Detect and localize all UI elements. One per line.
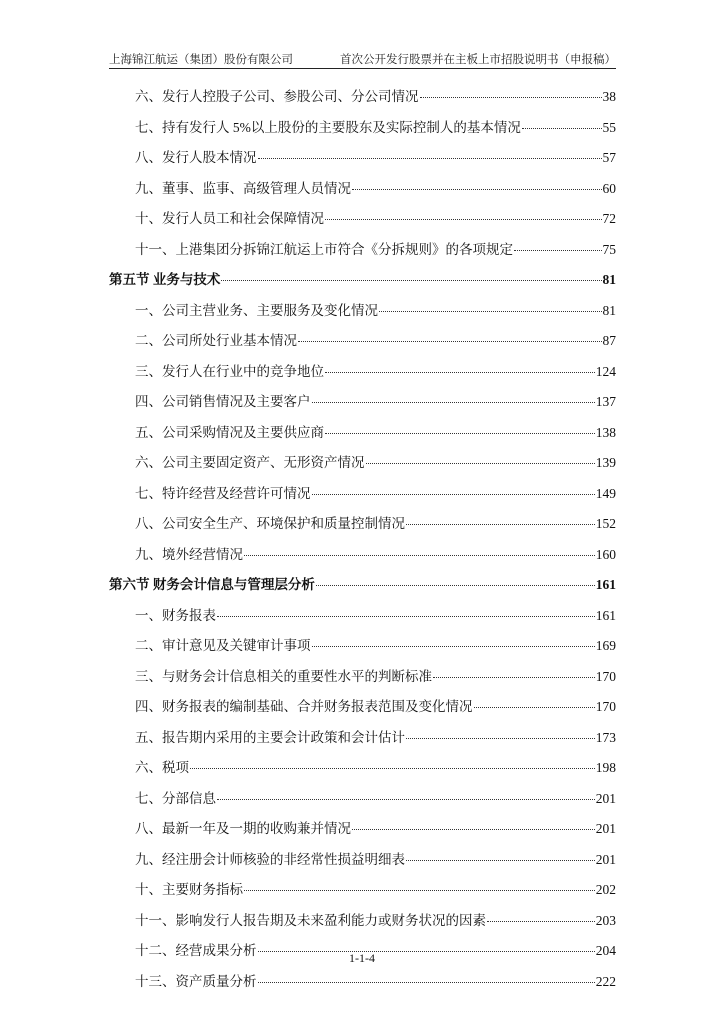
toc-entry[interactable] [109, 601, 616, 632]
toc-dot-leader [366, 463, 595, 464]
toc-entry-page: 60 [602, 180, 616, 196]
toc-dot-leader [221, 280, 601, 281]
toc-entry-page: 75 [602, 241, 616, 257]
toc-entry[interactable] [109, 540, 616, 571]
toc-dot-leader [312, 494, 595, 495]
toc-entry[interactable] [109, 967, 616, 998]
toc-entry-title: 四、财务报表的编制基础、合并财务报表范围及变化情况 [135, 699, 473, 714]
page-number: 1-1-4 [349, 951, 375, 965]
toc-entry[interactable] [109, 357, 616, 388]
toc-dot-leader [312, 402, 595, 403]
toc-entry-page: 138 [595, 424, 616, 440]
page-header [109, 48, 616, 68]
toc-entry-page: 124 [595, 363, 616, 379]
toc-entry-page: 161 [595, 577, 616, 592]
toc-entry[interactable] [109, 479, 616, 510]
toc-entry[interactable] [109, 906, 616, 937]
toc-dot-leader [298, 341, 602, 342]
toc-dot-leader [217, 799, 595, 800]
toc-entry-title: 八、公司安全生产、环境保护和质量控制情况 [135, 516, 405, 531]
toc-entry-page: 201 [595, 821, 616, 836]
toc-entry-title: 七、分部信息 [135, 790, 216, 806]
toc-entry-title: 九、经注册会计师核验的非经常性损益明细表 [135, 851, 405, 867]
toc-dot-leader [217, 616, 595, 617]
toc-dot-leader [352, 829, 595, 830]
toc-entry-page: 160 [595, 546, 616, 562]
toc-dot-leader [406, 860, 595, 861]
toc-entry-title: 第五节 业务与技术 [109, 272, 221, 287]
toc-entry-page: 173 [595, 729, 616, 745]
toc-entry[interactable] [109, 235, 616, 266]
toc-entry[interactable] [109, 814, 616, 845]
toc-entry[interactable] [109, 326, 616, 357]
toc-dot-leader [379, 311, 602, 312]
toc-entry[interactable] [109, 662, 616, 693]
toc-entry-title: 四、公司销售情况及主要客户 [135, 394, 311, 409]
toc-entry-title: 六、发行人控股子公司、参股公司、分公司情况 [135, 89, 419, 104]
toc-entry[interactable] [109, 174, 616, 205]
toc-entry[interactable] [109, 631, 616, 662]
toc-entry-page: 169 [595, 638, 616, 653]
toc-entry-title: 十二、经营成果分析 [135, 943, 257, 958]
toc-entry-page: 201 [595, 851, 616, 867]
toc-dot-leader [312, 646, 595, 647]
toc-entry[interactable] [109, 448, 616, 479]
toc-dot-leader [514, 250, 602, 251]
toc-entry-page: 137 [595, 394, 616, 409]
toc-entry-title: 一、公司主营业务、主要服务及变化情况 [135, 302, 378, 318]
toc-entry-title: 十三、资产质量分析 [135, 973, 257, 989]
toc-section-entry[interactable] [109, 570, 616, 601]
toc-entry-title: 二、公司所处行业基本情况 [135, 333, 297, 348]
toc-dot-leader [325, 433, 595, 434]
toc-entry-page: 161 [595, 607, 616, 623]
toc-entry-title: 一、财务报表 [135, 607, 216, 623]
toc-entry-title: 八、发行人股本情况 [135, 150, 257, 165]
toc-dot-leader [244, 555, 595, 556]
toc-entry-page: 57 [602, 150, 616, 165]
toc-dot-leader [406, 738, 595, 739]
toc-dot-leader [420, 97, 602, 98]
toc-entry-page: 202 [595, 882, 616, 897]
toc-dot-leader [325, 372, 595, 373]
table-of-contents [109, 82, 616, 997]
toc-entry-page: 72 [602, 211, 616, 226]
toc-entry-title: 七、持有发行人 5%以上股份的主要股东及实际控制人的基本情况 [135, 119, 521, 135]
toc-entry-page: 38 [602, 89, 616, 104]
toc-entry[interactable] [109, 296, 616, 327]
toc-entry[interactable] [109, 753, 616, 784]
toc-dot-leader [190, 768, 595, 769]
toc-dot-leader [258, 158, 602, 159]
toc-dot-leader [406, 524, 595, 525]
toc-dot-leader [325, 219, 602, 220]
toc-entry[interactable] [109, 784, 616, 815]
toc-entry-title: 第六节 财务会计信息与管理层分析 [109, 577, 315, 592]
toc-entry-title: 二、审计意见及关键审计事项 [135, 638, 311, 653]
toc-entry-title: 十一、上港集团分拆锦江航运上市符合《分拆规则》的各项规定 [135, 241, 513, 257]
toc-entry[interactable] [109, 387, 616, 418]
toc-entry-title: 十、主要财务指标 [135, 882, 243, 897]
toc-entry-page: 152 [595, 516, 616, 531]
toc-entry[interactable] [109, 82, 616, 113]
toc-entry-title: 七、特许经营及经营许可情况 [135, 485, 311, 501]
toc-entry-title: 八、最新一年及一期的收购兼并情况 [135, 821, 351, 836]
toc-entry-title: 九、境外经营情况 [135, 546, 243, 562]
toc-entry[interactable] [109, 875, 616, 906]
header-company-name: 上海锦江航运（集团）股份有限公司 [109, 52, 293, 66]
toc-dot-leader [474, 707, 595, 708]
toc-entry-page: 198 [595, 760, 616, 775]
toc-entry-title: 六、公司主要固定资产、无形资产情况 [135, 455, 365, 470]
toc-entry-page: 201 [595, 790, 616, 806]
toc-entry-page: 81 [602, 272, 616, 287]
toc-entry-page: 204 [595, 943, 616, 958]
toc-entry-title: 五、公司采购情况及主要供应商 [135, 424, 324, 440]
toc-entry-page: 55 [602, 119, 616, 135]
toc-section-entry[interactable] [109, 265, 616, 296]
header-document-title: 首次公开发行股票并在主板上市招股说明书（申报稿） [340, 52, 616, 66]
toc-dot-leader [352, 189, 602, 190]
header-divider [109, 68, 616, 69]
toc-dot-leader [316, 585, 595, 586]
toc-entry-title: 五、报告期内采用的主要会计政策和会计估计 [135, 729, 405, 745]
toc-entry[interactable] [109, 113, 616, 144]
toc-entry-page: 81 [602, 302, 616, 318]
toc-entry-page: 203 [595, 912, 616, 928]
toc-entry-page: 149 [595, 485, 616, 501]
toc-entry-title: 十、发行人员工和社会保障情况 [135, 211, 324, 226]
toc-entry[interactable] [109, 845, 616, 876]
toc-entry-title: 十一、影响发行人报告期及未来盈利能力或财务状况的因素 [135, 912, 486, 928]
toc-entry[interactable] [109, 692, 616, 723]
toc-entry[interactable] [109, 509, 616, 540]
toc-entry-page: 139 [595, 455, 616, 470]
toc-entry[interactable] [109, 418, 616, 449]
toc-entry[interactable] [109, 204, 616, 235]
toc-entry-title: 六、税项 [135, 760, 189, 775]
toc-entry-page: 87 [602, 333, 616, 348]
toc-entry[interactable] [109, 143, 616, 174]
toc-dot-leader [258, 982, 595, 983]
toc-dot-leader [244, 890, 595, 891]
toc-dot-leader [433, 677, 595, 678]
toc-entry-page: 222 [595, 973, 616, 989]
toc-entry[interactable] [109, 723, 616, 754]
toc-entry-title: 三、发行人在行业中的竞争地位 [135, 363, 324, 379]
toc-dot-leader [487, 921, 595, 922]
toc-entry-page: 170 [595, 668, 616, 684]
toc-entry-page: 170 [595, 699, 616, 714]
toc-entry-title: 三、与财务会计信息相关的重要性水平的判断标准 [135, 668, 432, 684]
toc-dot-leader [522, 128, 602, 129]
toc-entry-title: 九、董事、监事、高级管理人员情况 [135, 180, 351, 196]
